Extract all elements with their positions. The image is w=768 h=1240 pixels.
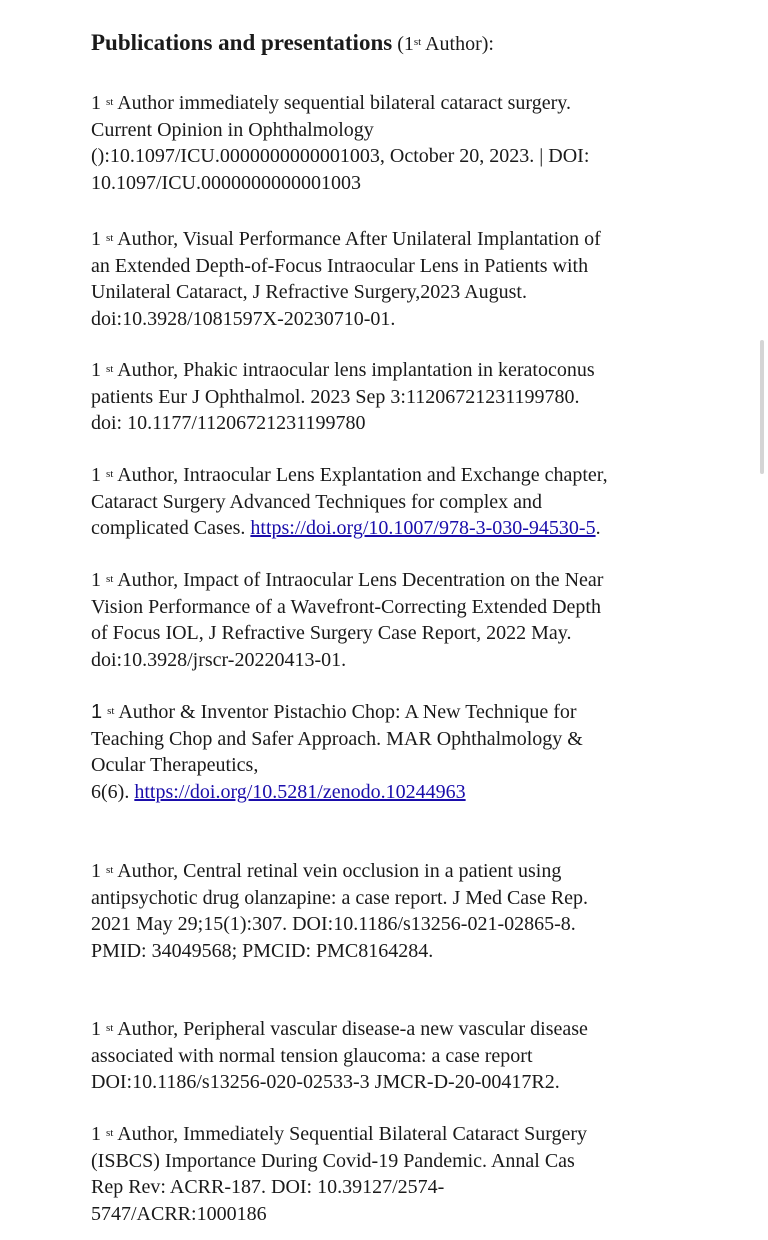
entry-text: Author immediately sequential bilateral cataract surgery. — [113, 92, 571, 114]
entry-text: Author, Immediately Sequential Bilateral Cataract Surgery — [113, 1123, 588, 1145]
doi-link[interactable]: https://doi.org/10.5281/zenodo.10244963 — [134, 780, 466, 803]
author-order-number: 1 — [91, 701, 103, 723]
author-order-superscript: st — [106, 468, 114, 480]
author-order-superscript: st — [106, 232, 114, 244]
scrollbar-thumb[interactable] — [760, 340, 764, 474]
heading-paren-close: Author): — [421, 33, 494, 55]
entry-line: an Extended Depth-of-Focus Intraocular Lens in Patients with — [91, 254, 589, 277]
entry-text: Author, Impact of Intraocular Lens Decentration on the Near — [113, 569, 604, 591]
entry-line: doi: 10.1177/11206721231199780 — [91, 412, 366, 434]
entry-text: Author, Peripheral vascular disease-a new vascular disease — [113, 1018, 588, 1040]
entry-line: Unilateral Cataract, J Refractive Surgery,2023 August. — [91, 281, 527, 303]
entry-line — [91, 90, 589, 117]
entry-line: DOI:10.1186/s13256-020-02533-3 JMCR-D-20-00417R2. — [91, 1071, 560, 1093]
entry-line: of Focus IOL, J Refractive Surgery Case Report, 2022 May. — [91, 622, 572, 644]
entry-text: Author & Inventor Pistachio Chop: A New Technique for — [114, 701, 577, 723]
entry-line: Cataract Surgery Advanced Techniques for complex and — [91, 490, 543, 513]
heading-title: Publications and presentations — [91, 30, 393, 55]
entry-line: 10.1097/ICU.0000000000001003 — [91, 171, 361, 194]
author-order-number: 1 — [91, 228, 101, 250]
document-page — [91, 28, 731, 1225]
author-order-superscript: st — [106, 573, 114, 585]
publication-entry — [91, 858, 588, 964]
entry-text: 6(6). — [91, 780, 135, 803]
publication-entry — [91, 699, 583, 805]
author-order-number: 1 — [91, 569, 101, 591]
entry-line — [91, 1121, 587, 1148]
author-order-superscript: st — [106, 1127, 114, 1139]
publication-entry — [91, 226, 601, 332]
entry-line — [91, 858, 588, 885]
entry-line: Current Opinion in Ophthalmology — [91, 118, 374, 141]
publication-entry — [91, 357, 595, 437]
entry-line: associated with normal tension glaucoma: a case report — [91, 1044, 533, 1067]
publication-entry — [91, 90, 589, 196]
entry-line — [91, 515, 608, 542]
entry-line: (ISBCS) Importance During Covid-19 Pandemic. Annal Cas — [91, 1149, 575, 1172]
author-order-number: 1 — [91, 860, 101, 882]
author-order-number: 1 — [91, 359, 101, 381]
publication-entry — [91, 1121, 587, 1227]
author-order-superscript: st — [106, 96, 114, 108]
entry-line: ():10.1097/ICU.0000000000001003, October 20, 2023. | DOI: — [91, 145, 590, 167]
entry-line: Vision Performance of a Wavefront-Correcting Extended Depth — [91, 595, 601, 618]
entry-line: 2021 May 29;15(1):307. DOI:10.1186/s13256-021-02865-8. — [91, 913, 576, 935]
heading-paren-open: (1 — [392, 33, 414, 55]
entry-line: Ocular Therapeutics, — [91, 754, 259, 776]
heading-superscript: st — [413, 36, 422, 48]
entry-line — [91, 1016, 588, 1043]
entry-line: patients Eur J Ophthalmol. 2023 Sep 3:11206721231199780. — [91, 385, 580, 408]
entry-text: Author, Central retinal vein occlusion in a patient using — [113, 860, 562, 882]
entry-line — [91, 779, 583, 806]
entry-line — [91, 226, 601, 253]
publication-entry — [91, 567, 603, 673]
entry-text: Author, Phakic intraocular lens implantation in keratoconus — [113, 359, 595, 381]
entry-text: complicated Cases. — [91, 517, 251, 539]
author-order-number: 1 — [91, 464, 101, 486]
entry-line: 5747/ACRR:1000186 — [91, 1202, 267, 1225]
entry-line: Teaching Chop and Safer Approach. MAR Ophthalmology & — [91, 727, 583, 750]
author-order-superscript: st — [106, 363, 114, 375]
author-order-superscript: st — [106, 1022, 114, 1034]
entry-line: Rep Rev: ACRR-187. DOI: 10.39127/2574- — [91, 1176, 445, 1198]
publication-entry — [91, 462, 608, 542]
author-order-number: 1 — [91, 1123, 101, 1145]
author-order-superscript: st — [106, 864, 114, 876]
author-order-number: 1 — [91, 92, 101, 114]
publication-entry — [91, 1016, 588, 1096]
entry-line: doi:10.3928/1081597X-20230710-01. — [91, 307, 396, 330]
section-heading — [91, 28, 731, 59]
entry-text: Author, Intraocular Lens Explantation and Exchange chapter, — [113, 464, 608, 486]
entry-line — [91, 567, 603, 594]
entry-line: antipsychotic drug olanzapine: a case report. J Med Case Rep. — [91, 886, 589, 909]
entry-text: Author, Visual Performance After Unilateral Implantation of — [113, 228, 601, 250]
entry-line — [91, 357, 595, 384]
entry-line — [91, 462, 608, 489]
doi-link[interactable]: https://doi.org/10.1007/978-3-030-94530-5 — [250, 517, 596, 539]
entry-text: . — [595, 517, 601, 539]
author-order-number: 1 — [91, 1018, 101, 1040]
entry-line — [91, 699, 583, 726]
author-order-superscript: st — [107, 705, 115, 717]
entry-line: PMID: 34049568; PMCID: PMC8164284. — [91, 939, 434, 962]
entry-line: doi:10.3928/jrscr-20220413-01. — [91, 648, 347, 671]
